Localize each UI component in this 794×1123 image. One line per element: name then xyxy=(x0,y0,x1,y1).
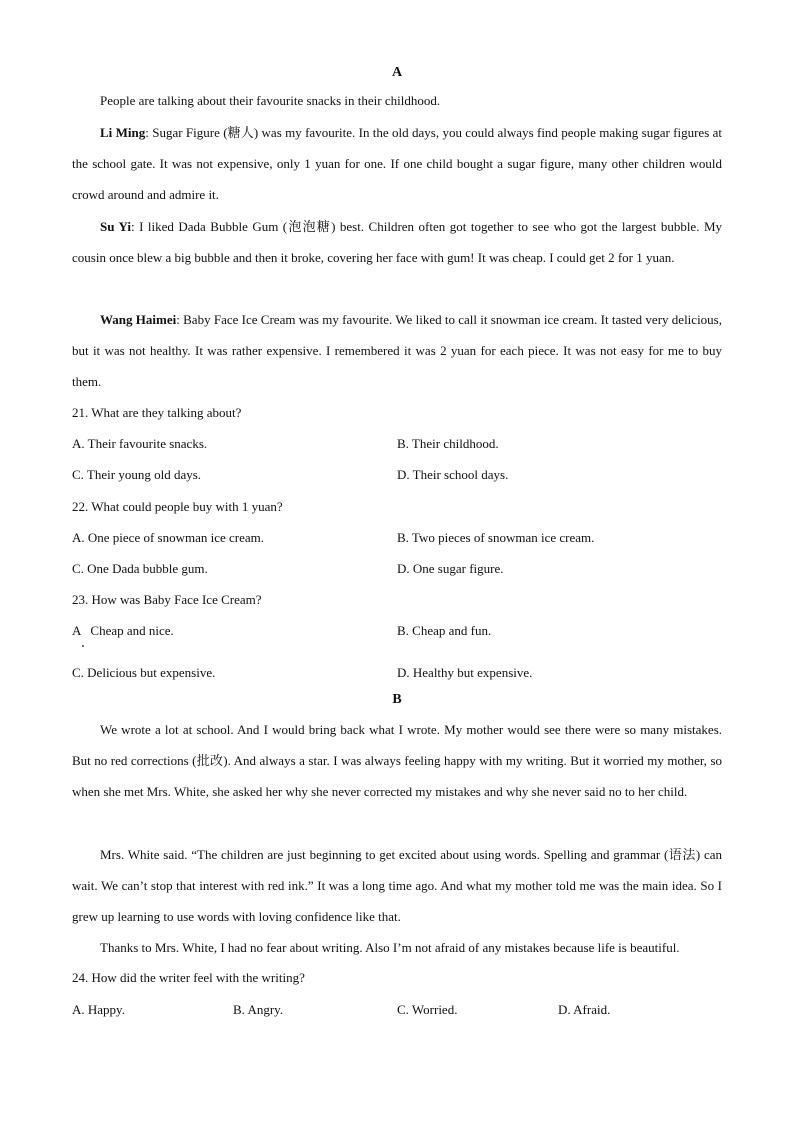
q22-option-c: C. One Dada bubble gum. xyxy=(72,561,208,576)
q24-option-c: C. Worried. xyxy=(397,1002,458,1017)
speaker-wang-haimei: Wang Haimei xyxy=(100,312,177,327)
question-22: 22. What could people buy with 1 yuan? xyxy=(72,499,283,514)
speaker-su-yi: Su Yi xyxy=(100,219,131,234)
q22-option-a: A. One piece of snowman ice cream. xyxy=(72,530,265,545)
su-yi-text: : I liked Dada Bubble Gum (泡泡糖) best. Children often got together to see who got the largest bubble. My cousin once blew a big bubble and then it broke, covering her face with gum! It was cheap. I could get 2 for 1 yuan. xyxy=(72,219,722,266)
wang-haimei-text: : Baby Face Ice Cream was my favourite. We liked to call it snowman ice cream. It tasted very delicious, but it was not healthy. It was rather expensive. I remembered it was 2 yuan for each piece. It was not easy for me to buy them. xyxy=(72,312,722,390)
passage-su-yi xyxy=(72,211,722,273)
q23-option-b: B. Cheap and fun. xyxy=(397,623,492,638)
section-a-title: A xyxy=(391,65,403,80)
question-21: 21. What are they talking about? xyxy=(72,405,242,420)
section-b-title: B xyxy=(392,692,402,707)
stray-dot-mark xyxy=(82,645,84,647)
passage-wang-haimei xyxy=(72,304,722,398)
passage-li-ming xyxy=(72,117,722,211)
q21-option-b: B. Their childhood. xyxy=(397,436,499,451)
speaker-li-ming: Li Ming xyxy=(100,125,146,140)
q23-option-a: A Cheap and nice. xyxy=(72,623,174,638)
q24-option-b: B. Angry. xyxy=(233,1002,284,1017)
q23-option-d: D. Healthy but expensive. xyxy=(397,665,533,680)
passage-b-paragraph-2: Mrs. White said. “The children are just beginning to get excited about using words. Spelling and grammar (语法) can wait. We can’t stop that interest with red ink.” It was a long time ago. And what my mother told me was the main idea. So I grew up learning to use words with loving confidence like that. xyxy=(72,847,722,925)
q22-option-b: B. Two pieces of snowman ice cream. xyxy=(397,530,595,545)
passage-b-paragraph-1: We wrote a lot at school. And I would bring back what I wrote. My mother would see there were so many mistakes. But no red corrections (批改). And always a star. I was always feeling happy with my writing. But it worried my mother, so when she met Mrs. White, she asked her why she never corrected my mistakes and why she never said no to her child. xyxy=(72,722,722,800)
li-ming-text: : Sugar Figure (糖人) was my favourite. In the old days, you could always find people making sugar figures at the school gate. It was not expensive, only 1 yuan for one. If one child bought a sugar figure, many other children would crowd around and admire it. xyxy=(72,125,722,203)
q21-option-c: C. Their young old days. xyxy=(72,467,202,482)
passage-b-paragraph-3: Thanks to Mrs. White, I had no fear about writing. Also I’m not afraid of any mistakes because life is beautiful. xyxy=(100,940,680,955)
q21-option-a: A. Their favourite snacks. xyxy=(72,436,208,451)
q24-option-d: D. Afraid. xyxy=(558,1002,611,1017)
q23-option-c: C. Delicious but expensive. xyxy=(72,665,216,680)
question-23: 23. How was Baby Face Ice Cream? xyxy=(72,592,262,607)
section-a-intro: People are talking about their favourite snacks in their childhood. xyxy=(100,93,441,108)
q24-option-a: A. Happy. xyxy=(72,1002,125,1017)
q22-option-d: D. One sugar figure. xyxy=(397,561,504,576)
question-24: 24. How did the writer feel with the writing? xyxy=(72,970,305,985)
q21-option-d: D. Their school days. xyxy=(397,467,509,482)
